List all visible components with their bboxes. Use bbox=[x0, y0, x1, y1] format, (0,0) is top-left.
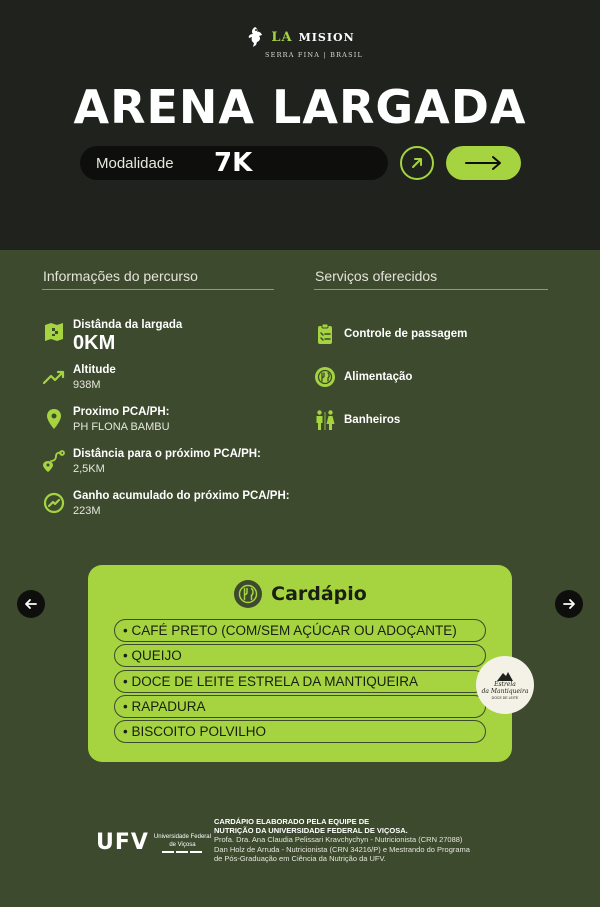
arrow-right-icon bbox=[464, 155, 504, 171]
service-item-alimentacao bbox=[314, 366, 412, 388]
ufv-name-line1: Universidade Federal bbox=[153, 833, 211, 840]
menu-item: • BISCOITO POLVILHO bbox=[114, 720, 486, 743]
plate-cutlery-icon bbox=[233, 579, 263, 609]
arrow-up-right-icon bbox=[409, 155, 425, 171]
servicos-divider bbox=[314, 289, 548, 290]
estrela-mantiqueira-badge bbox=[476, 656, 534, 714]
menu-item: • QUEIJO bbox=[114, 644, 486, 667]
next-slide-button[interactable] bbox=[555, 590, 583, 618]
info-value: 938M bbox=[73, 379, 101, 391]
route-icon bbox=[42, 449, 66, 473]
menu-item: • DOCE DE LEITE ESTRELA DA MANTIQUEIRA bbox=[114, 670, 486, 693]
location-pin-icon bbox=[42, 407, 66, 431]
percurso-heading: Informações do percurso bbox=[43, 268, 198, 284]
food-icon bbox=[314, 366, 336, 388]
ufv-letters: UFV bbox=[96, 830, 149, 855]
restroom-icon bbox=[314, 409, 336, 431]
prev-slide-button[interactable] bbox=[17, 590, 45, 618]
brand-logo-block bbox=[0, 26, 600, 59]
ufv-logo bbox=[96, 830, 211, 855]
cardapio-list bbox=[114, 619, 486, 745]
menu-item: • CAFÉ PRETO (COM/SEM AÇÚCAR OU ADOÇANTE) bbox=[114, 619, 486, 642]
page-title: ARENA LARGADA bbox=[73, 80, 527, 134]
service-label: Controle de passagem bbox=[344, 328, 468, 340]
flag-map-icon bbox=[42, 320, 66, 344]
service-label: Banheiros bbox=[344, 414, 401, 426]
footer-body-line2: Dan Holz de Arruda - Nutricionista (CRN 34216/P) e Mestrando do Programa bbox=[214, 844, 470, 854]
mountain-silhouette bbox=[0, 190, 600, 250]
info-value: PH FLONA BAMBU bbox=[73, 421, 170, 433]
gain-icon bbox=[42, 491, 66, 515]
badge-sub: DOCE DE LEITE bbox=[491, 696, 519, 700]
info-item-distancia-proximo bbox=[42, 447, 261, 477]
footer-heading-line1: CARDÁPIO ELABORADO PELA EQUIPE DE bbox=[214, 817, 370, 826]
info-label: Ganho acumulado do próximo PCA/PH: bbox=[73, 490, 290, 502]
info-item-proximo bbox=[42, 405, 170, 435]
lizard-logo-icon bbox=[245, 26, 265, 48]
footer-heading-line2: NUTRIÇÃO DA UNIVERSIDADE FEDERAL DE VIÇOSA. bbox=[214, 826, 408, 835]
cardapio-card bbox=[88, 565, 512, 762]
badge-line1: Estrela bbox=[494, 681, 516, 688]
brand-la: LA bbox=[271, 29, 293, 45]
info-value: 2,5KM bbox=[73, 463, 105, 475]
modalidade-value: 7K bbox=[214, 148, 253, 178]
info-item-altitude bbox=[42, 363, 116, 393]
info-label: Proximo PCA/PH: bbox=[73, 406, 170, 418]
mountain-icon bbox=[497, 670, 513, 681]
modalidade-pill bbox=[80, 146, 388, 180]
external-link-button[interactable] bbox=[400, 146, 434, 180]
menu-item: • RAPADURA bbox=[114, 695, 486, 718]
info-value: 223M bbox=[73, 505, 101, 517]
service-item-controle bbox=[314, 323, 467, 345]
badge-line2: da Mantiqueira bbox=[481, 688, 529, 695]
next-button[interactable] bbox=[446, 146, 521, 180]
cardapio-title-row bbox=[88, 579, 512, 609]
ufv-name-line2: de Viçosa bbox=[169, 841, 196, 848]
info-label: Distânda da largada bbox=[73, 319, 183, 331]
brand-subtitle: SERRA FINA | BRASIL bbox=[264, 51, 364, 59]
modalidade-label: Modalidade bbox=[96, 154, 174, 172]
trend-up-icon bbox=[42, 365, 66, 389]
ufv-name-block bbox=[154, 833, 211, 853]
arrow-right-small-icon bbox=[562, 597, 576, 611]
info-label: Distância para o próximo PCA/PH: bbox=[73, 448, 261, 460]
servicos-heading: Serviços oferecidos bbox=[315, 268, 438, 284]
info-label: Altitude bbox=[73, 364, 116, 376]
ufv-bars bbox=[154, 851, 211, 853]
footer-body-line1: Profa. Dra. Ana Claudia Pelissari Kravchychyn - Nutricionista (CRN 27088) bbox=[214, 835, 463, 844]
cardapio-title: Cardápio bbox=[271, 583, 367, 605]
percurso-divider bbox=[42, 289, 274, 290]
footer-credits bbox=[214, 817, 514, 864]
service-item-banheiros bbox=[314, 409, 400, 431]
brand-mision: MISION bbox=[298, 30, 355, 44]
info-value: 0KM bbox=[73, 332, 116, 354]
service-label: Alimentação bbox=[344, 371, 413, 383]
arrow-left-icon bbox=[24, 597, 38, 611]
info-item-distancia bbox=[42, 318, 182, 354]
clipboard-icon bbox=[314, 323, 336, 345]
footer-body-line3: de Pós-Graduação em Ciência da Nutrição da UFV. bbox=[214, 854, 386, 863]
info-item-ganho bbox=[42, 489, 290, 519]
